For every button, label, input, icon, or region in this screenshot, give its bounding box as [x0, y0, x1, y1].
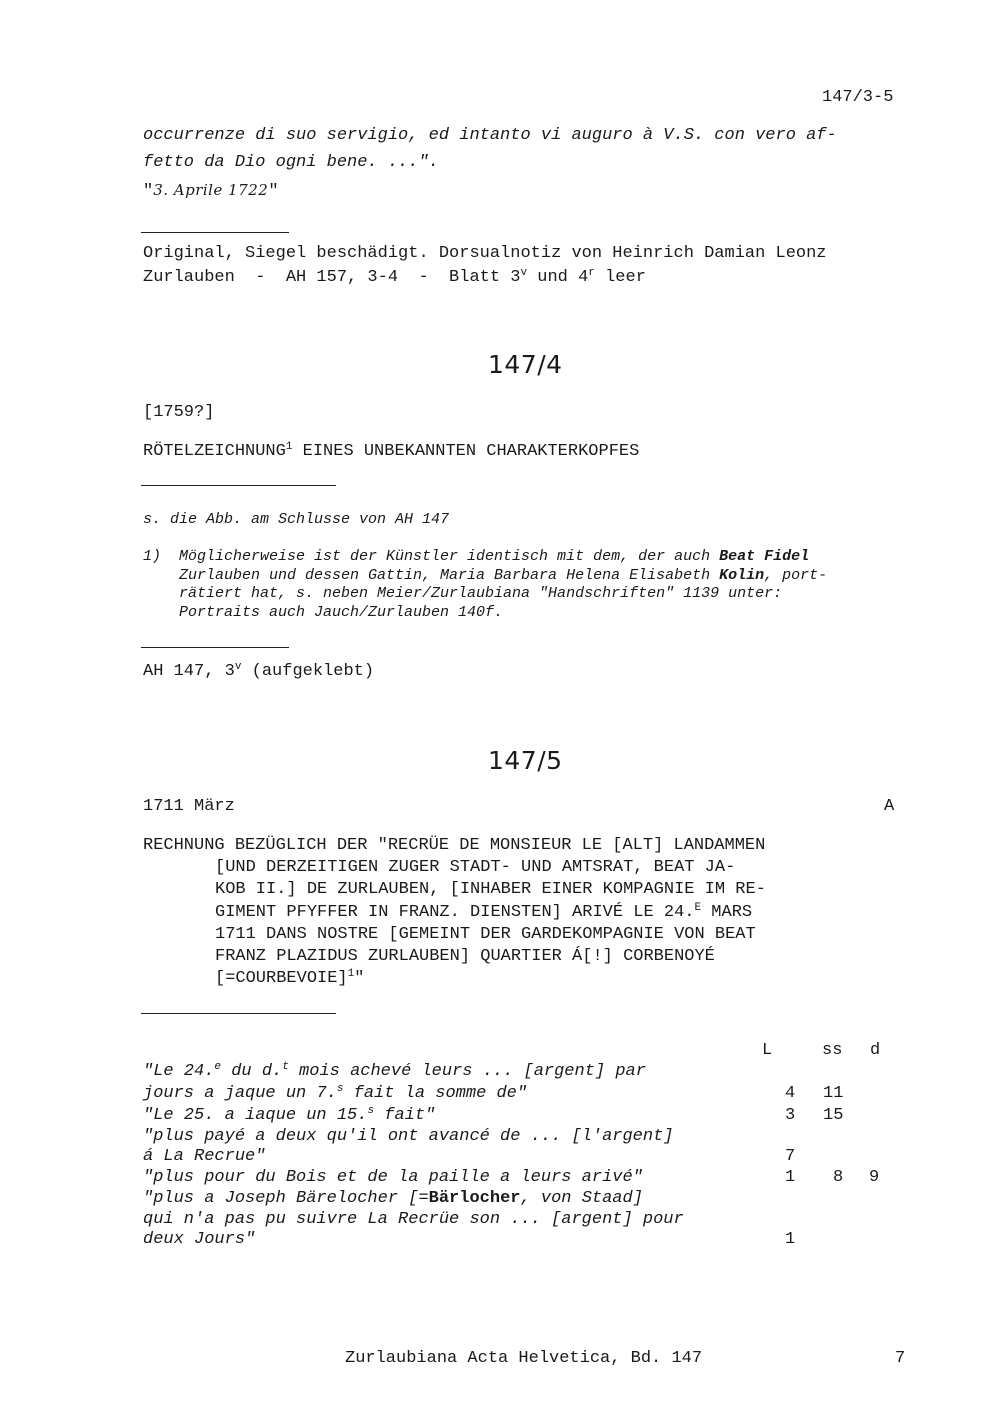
footnote-bold-name: Kolin	[719, 567, 765, 584]
footnote-text: , port-	[764, 567, 828, 584]
title-line-3: KOB II.] DE ZURLAUBEN, [INHABER EINER KOMPAGNIE IM RE-	[215, 880, 766, 899]
title-line-7	[215, 969, 364, 988]
note-line-2	[143, 268, 646, 287]
account-line: "plus pour du Bois et de la paille a leurs arivé"	[143, 1168, 643, 1187]
footnote-number: 1)	[143, 548, 162, 565]
document-type: A	[884, 797, 895, 816]
document-title	[143, 442, 639, 461]
entry-text: , von Staad]	[520, 1189, 643, 1208]
account-line	[143, 1106, 435, 1125]
page-reference: 147/3-5	[822, 88, 894, 107]
footnote-line-2	[179, 567, 827, 584]
note-text: leer	[594, 268, 646, 287]
title-text: "	[354, 969, 365, 988]
separator-rule	[141, 485, 336, 486]
letter-date	[143, 181, 279, 201]
superscript: s	[336, 1083, 344, 1095]
footnote-text: Möglicherweise ist der Künstler identisch mit dem, der auch	[179, 548, 720, 565]
entry-text: "plus a Joseph Bärelocher [=	[143, 1189, 429, 1208]
note-text: Zurlauben - AH 157, 3-4 - Blatt 3	[143, 268, 521, 287]
document-number-147-5: 147/5	[488, 746, 563, 775]
footnote-line-4: Portraits auch Jauch/Zurlauben 140f.	[179, 604, 504, 621]
amount-livres: 4	[785, 1084, 796, 1103]
account-line: á La Recrue"	[143, 1147, 266, 1166]
entry-text: mois achevé leurs ... [argent] par	[288, 1062, 646, 1081]
footnote-text: Zurlauben und dessen Gattin, Maria Barbara Helena Elisabeth	[179, 567, 720, 584]
letter-text-line-1: occurrenze di suo servigio, ed intanto vi auguro à V.S. con vero af-	[143, 126, 837, 145]
note-text: und 4	[527, 268, 589, 287]
title-text: RÖTELZEICHNUNG	[143, 442, 286, 461]
footnote-ref: 1	[285, 441, 293, 453]
document-number-147-4: 147/4	[488, 350, 563, 379]
title-line-1: RECHNUNG BEZÜGLICH DER "RECRÜE DE MONSIEUR LE [ALT] LANDAMMEN	[143, 836, 766, 855]
title-line-6: FRANZ PLAZIDUS ZURLAUBEN] QUARTIER Á[!] CORBENOYÉ	[215, 947, 715, 966]
superscript: E	[694, 902, 702, 914]
title-line-5: 1711 DANS NOSTRE [GEMEINT DER GARDEKOMPAGNIE VON BEAT	[215, 925, 756, 944]
source-reference	[143, 662, 374, 681]
document-date: [1759?]	[143, 403, 215, 422]
superscript: r	[588, 267, 595, 279]
amount-livres: 7	[785, 1147, 796, 1166]
entry-text: "Le 24.	[143, 1062, 215, 1081]
entry-text: fait"	[374, 1106, 436, 1125]
separator-rule	[141, 1013, 336, 1014]
title-line-2: [UND DERZEITIGEN ZUGER STADT- UND AMTSRAT, BEAT JA-	[215, 858, 736, 877]
amount-deniers: 9	[869, 1168, 880, 1187]
entry-text: fait la somme de"	[343, 1084, 528, 1103]
bold-name: Bärlocher	[428, 1189, 521, 1208]
quote-open: "	[143, 182, 154, 201]
source-text: (aufgeklebt)	[241, 662, 375, 681]
separator-rule	[141, 647, 289, 648]
account-line: "plus payé a deux qu'il ont avancé de ... [l'argent]	[143, 1127, 674, 1146]
note-line-1: Original, Siegel beschädigt. Dorsualnotiz von Heinrich Damian Leonz	[143, 244, 827, 263]
title-text: EINES UNBEKANNTEN CHARAKTERKOPFES	[292, 442, 640, 461]
account-line	[143, 1084, 527, 1103]
entry-text: du d.	[221, 1062, 283, 1081]
source-text: AH 147, 3	[143, 662, 235, 681]
footnote-ref: 1	[347, 968, 355, 980]
entry-text: "Le 25. a iaque un 15.	[143, 1106, 368, 1125]
page-number: 7	[895, 1349, 906, 1368]
title-text: [=COURBEVOIE]	[215, 969, 348, 988]
document-date: 1711 März	[143, 797, 235, 816]
superscript: e	[214, 1061, 222, 1073]
title-line-4	[215, 903, 752, 922]
account-line	[143, 1189, 643, 1208]
entry-text: jours a jaque un 7.	[143, 1084, 337, 1103]
column-header-sous: ss	[822, 1041, 843, 1060]
account-line	[143, 1062, 646, 1081]
amount-livres: 1	[785, 1168, 796, 1187]
column-header-deniers: d	[870, 1041, 881, 1060]
footer-title: Zurlaubiana Acta Helvetica, Bd. 147	[345, 1349, 703, 1368]
title-text: MARS	[701, 903, 753, 922]
footnote-bold-name: Beat Fidel	[719, 548, 810, 565]
footnote-line-3: rätiert hat, s. neben Meier/Zurlaubiana "Handschriften" 1139 unter:	[179, 585, 783, 602]
superscript: t	[282, 1061, 289, 1073]
superscript: v	[520, 267, 528, 279]
figure-reference: s. die Abb. am Schlusse von AH 147	[143, 511, 450, 528]
letter-text-line-2: fetto da Dio ogni bene. ...".	[143, 153, 439, 172]
title-text: GIMENT PFYFFER IN FRANZ. DIENSTEN] ARIVÉ LE 24.	[215, 903, 695, 922]
superscript: s	[367, 1105, 375, 1117]
handwritten-date: 3. Aprile 1722	[153, 181, 269, 199]
amount-sous: 8	[833, 1168, 844, 1187]
account-line: deux Jours"	[143, 1230, 256, 1249]
separator-rule	[141, 232, 289, 233]
account-line: qui n'a pas pu suivre La Recrüe son ... [argent] pour	[143, 1210, 684, 1229]
amount-sous: 11	[823, 1084, 844, 1103]
superscript: v	[234, 661, 242, 673]
amount-livres: 1	[785, 1230, 796, 1249]
amount-livres: 3	[785, 1106, 796, 1125]
column-header-livres: L	[762, 1041, 773, 1060]
quote-close: "	[268, 182, 279, 201]
amount-sous: 15	[823, 1106, 844, 1125]
footnote-line-1	[179, 548, 809, 565]
